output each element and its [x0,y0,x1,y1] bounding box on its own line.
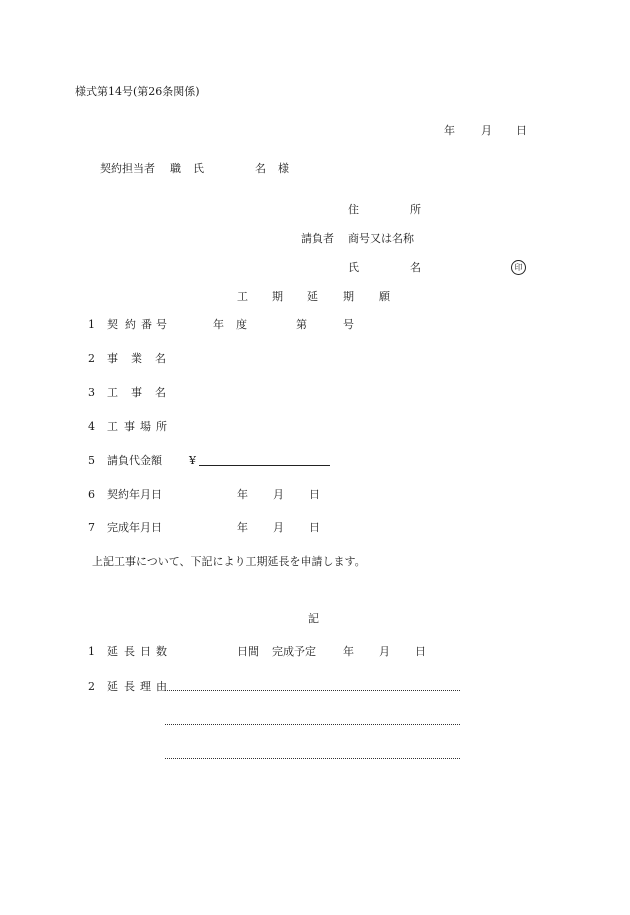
date-year: 年 [444,124,455,137]
item-7-day: 日 [309,521,320,534]
addressee-name-2: 名 [255,162,266,175]
item-4-label-2: 事 [124,420,135,433]
yen-sign: ¥ [189,454,196,467]
extension-days-label: 日間 [237,645,259,658]
title-char-4: 期 [343,290,354,303]
planned-completion-label: 完成予定 [272,645,316,658]
item-2-number: 2 [88,352,95,365]
title-char-3: 延 [307,290,318,303]
item-4-label-1: 工 [107,420,118,433]
address-label-1: 住 [348,203,359,216]
item-4-number: 4 [88,420,95,433]
seal-mark: 印 [511,260,526,275]
applicant-role: 請負者 [301,232,334,245]
item-3-number: 3 [88,386,95,399]
extension-2-label-3: 理 [140,680,151,693]
applicant-name-1: 氏 [348,261,359,274]
item-1-label-3: 番 [141,318,152,331]
item-2-label-1: 事 [107,352,118,365]
item-6-label: 契約年月日 [107,488,162,501]
item-1-label-1: 契 [107,318,118,331]
addressee-honorific: 様 [278,162,289,175]
extension-2-label-2: 長 [124,680,135,693]
item-6-year: 年 [237,488,248,501]
item-4-label-3: 場 [140,420,151,433]
item-3-label-1: 工 [107,386,118,399]
item-6-month: 月 [273,488,284,501]
addressee-name-1: 氏 [193,162,204,175]
address-label-2: 所 [410,203,421,216]
extension-1-month: 月 [379,645,390,658]
title-char-1: 工 [237,290,248,303]
item-2-label-3: 名 [155,352,166,365]
item-5-label: 請負代金額 [107,454,162,467]
item-2-label-2: 業 [131,352,142,365]
extension-2-label-4: 由 [156,680,167,693]
item-7-number: 7 [88,521,95,534]
reason-line-3 [165,758,460,759]
reason-line-2 [165,724,460,725]
extension-1-year: 年 [343,645,354,658]
ki-heading: 記 [308,612,319,625]
extension-2-label-1: 延 [107,680,118,693]
item-1-label-4: 号 [156,318,167,331]
item-4-label-4: 所 [156,420,167,433]
extension-1-label-2: 長 [124,645,135,658]
item-7-label: 完成年月日 [107,521,162,534]
item-5-number: 5 [88,454,95,467]
addressee-prefix: 契約担当者 [100,162,155,175]
company-label: 商号又は名称 [348,232,414,245]
date-day: 日 [516,124,527,137]
item-3-label-2: 事 [131,386,142,399]
applicant-name-2: 名 [410,261,421,274]
form-number: 様式第14号(第26条関係) [75,85,200,98]
item-1-number: 1 [88,318,95,331]
title-char-2: 期 [272,290,283,303]
item-7-month: 月 [273,521,284,534]
item-3-label-3: 名 [155,386,166,399]
item-6-day: 日 [309,488,320,501]
item-1-label-2: 約 [125,318,136,331]
date-month: 月 [481,124,492,137]
item-7-year: 年 [237,521,248,534]
title-char-5: 願 [379,290,390,303]
item-6-number: 6 [88,488,95,501]
amount-underline [199,465,330,466]
item-1-go: 号 [343,318,354,331]
extension-1-label-3: 日 [140,645,151,658]
extension-1-day: 日 [415,645,426,658]
extension-1-number: 1 [88,645,95,658]
statement: 上記工事について、下記により工期延長を申請します。 [92,555,366,568]
item-1-dai: 第 [296,318,307,331]
extension-1-label-4: 数 [156,645,167,658]
reason-line-1 [165,690,460,691]
extension-1-label-1: 延 [107,645,118,658]
item-1-fiscal: 度 [236,318,247,331]
item-1-year: 年 [213,318,224,331]
addressee-title: 職 [170,162,181,175]
extension-2-number: 2 [88,680,95,693]
